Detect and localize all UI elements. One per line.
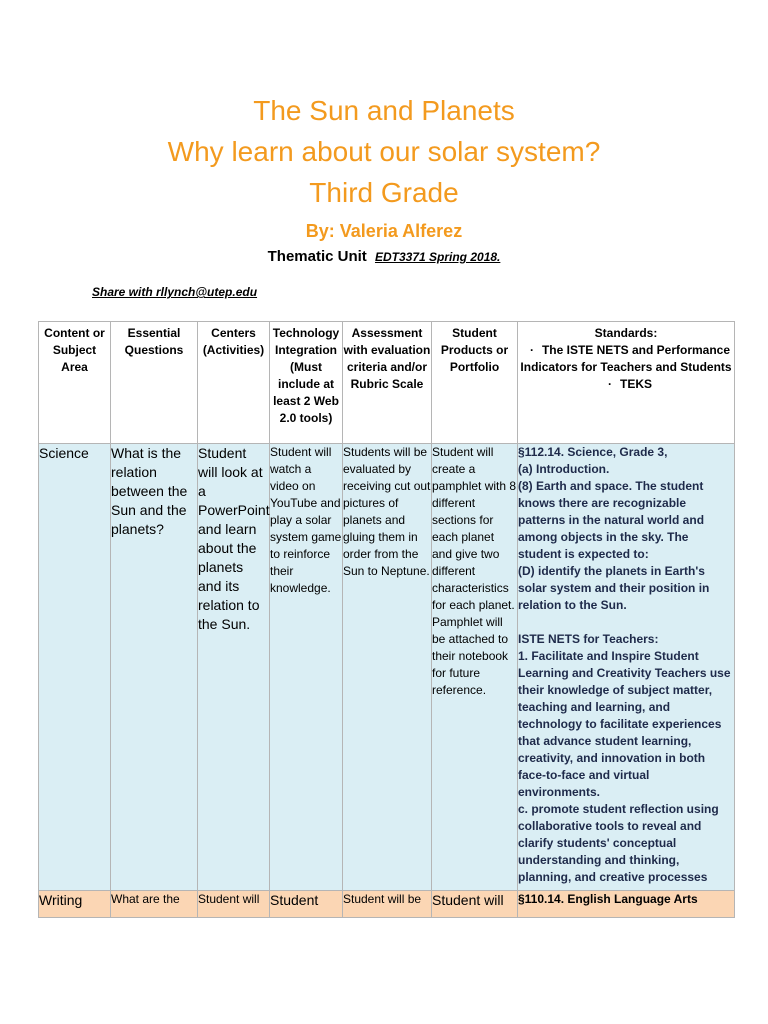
table-row-writing [39,891,735,918]
science-standards [518,444,735,891]
standards-title: Standards: [594,326,658,340]
science-technology: Student will watch a video on YouTube and play a solar system game to reinforce their knowledge. [270,444,343,891]
table-row-science [39,444,735,891]
teks-earth-space: (8) Earth and space. The student knows there are recognizable patterns in the natural world and among objects in the sky. The student is expected to: [518,479,705,561]
standards-bullet-2: · [607,377,612,391]
writing-assessment: Student will be [343,891,432,918]
author: By: Valeria Alferez [305,221,463,241]
teks-intro: (a) Introduction. [518,462,610,476]
standards-item-2: TEKS [619,377,652,391]
title-line-1: The Sun and Planets [253,95,515,126]
writing-standards: §110.14. English Language Arts [518,891,735,918]
table-header-row [39,322,735,444]
science-assessment: Students will be evaluated by receiving cut out pictures of planets and gluing them in order from the Sun to Neptune. [343,444,432,891]
standards-bullet-1: · [529,343,534,357]
spacer [518,614,734,631]
title-block [0,90,768,267]
title-line-2: Why learn about our solar system? [167,136,601,167]
writing-centers: Student will [198,891,270,918]
science-centers: Student will look at a PowerPoint and learn about the planets and its relation to the Sun. [198,444,270,891]
unit-label: Thematic Unit [267,248,367,265]
science-subject: Science [39,444,111,891]
share-link[interactable]: Share with rllynch@utep.edu [92,285,258,299]
iste-standard-1: 1. Facilitate and Inspire Student Learning and Creativity Teachers use their knowledge of subject matter, teaching and learning, and technology to facilitate experiences that advance student learning, creativity, and innovation in both face-to-face and virtual environments. [518,649,731,799]
header-technology: Technology Integration (Must include at least 2 Web 2.0 tools) [270,322,343,444]
header-centers: Centers (Activities) [198,322,270,444]
header-content: Content or Subject Area [39,322,111,444]
unit-table [38,321,735,918]
science-question: What is the relation between the Sun and the planets? [111,444,198,891]
standards-item-1: The ISTE NETS and Performance Indicators for Teachers and Students [520,343,732,374]
title-line-3: Third Grade [309,177,459,208]
writing-question: What are the [111,891,198,918]
header-products: Student Products or Portfolio [432,322,518,444]
iste-heading: ISTE NETS for Teachers: [518,632,659,646]
thematic-unit-line [0,247,768,267]
header-assessment: Assessment with evaluation criteria and/or Rubric Scale [343,322,432,444]
header-standards [518,322,735,444]
teks-identify: (D) identify the planets in Earth's solar system and their position in relation to the Sun. [518,564,710,612]
header-questions: Essential Questions [111,322,198,444]
science-products: Student will create a pamphlet with 8 different sections for each planet and give two different characteristics for each planet. Pamphlet will be attached to their notebook for future reference. [432,444,518,891]
iste-standard-c: c. promote student reflection using collaborative tools to reveal and clarify students' conceptual understanding and thinking, planning, and creative processes [518,802,719,884]
writing-technology: Student [270,891,343,918]
writing-subject: Writing [39,891,111,918]
course-label: EDT3371 Spring 2018. [374,250,501,264]
writing-products: Student will [432,891,518,918]
teks-heading: §112.14. Science, Grade 3, [518,445,668,459]
